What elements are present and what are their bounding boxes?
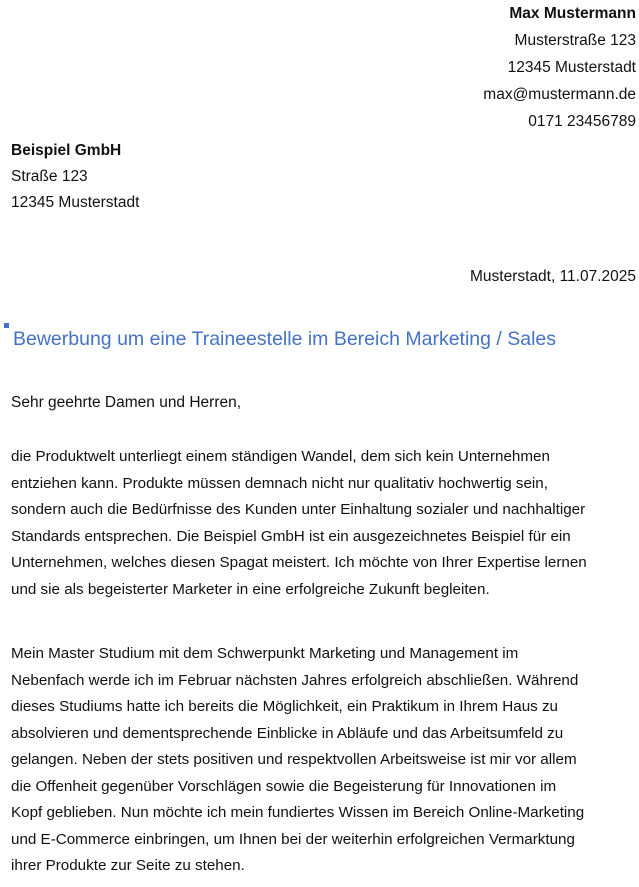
paragraph-line: und E-Commerce einbringen, um Ihnen bei der weiterhin erfolgreichen Vermarktung [11,830,575,848]
salutation: Sehr geehrte Damen und Herren, [11,394,242,411]
paragraph-line: Standards entsprechen. Die Beispiel GmbH ist ein ausgezeichnetes Beispiel für ein [11,527,571,545]
paragraph-line: absolvieren und dementsprechende Einblicke in Abläufe und das Arbeitsumfeld zu [11,724,564,742]
body-paragraph-1 [11,444,633,603]
sender-phone: 0171 23456789 [528,113,636,130]
sender-email: max@mustermann.de [483,86,636,103]
letter-subject: Bewerbung um eine Traineestelle im Bereich Marketing / Sales [13,328,557,350]
sender-street: Musterstraße 123 [514,32,636,49]
paragraph-line: Nebenfach werde ich im Februar nächsten Jahres erfolgreich abschließen. Während [11,671,579,689]
sender-city: 12345 Musterstadt [507,59,636,76]
paragraph-line: gelangen. Neben der stets positiven und respektvollen Arbeitsweise ist mir vor allem [11,751,577,768]
recipient-company: Beispiel GmbH [11,142,122,159]
paragraph-line: sondern auch die Bedürfnisse des Kunden unter Einhaltung sozialer und nachhaltiger [11,501,586,518]
paragraph-line: Kopf geblieben. Nun möchte ich mein fundiertes Wissen im Bereich Online-Marketing [11,804,585,821]
body-paragraph-2 [11,641,633,880]
paragraph-line: die Offenheit gegenüber Vorschlägen sowie die Begeisterung für Innovationen im [11,777,557,795]
paragraph-line: dieses Studiums hatte ich bereits die Möglichkeit, ein Praktikum in Ihrem Haus zu [11,698,558,715]
sender-name: Max Mustermann [509,5,636,22]
paragraph-line: die Produktwelt unterliegt einem ständigen Wandel, dem sich kein Unternehmen [11,448,550,465]
paragraph-line: und sie als begeisterter Marketer in eine erfolgreiche Zukunft begleiten. [11,580,490,598]
recipient-city: 12345 Musterstadt [11,194,140,211]
paragraph-line: ihrer Produkte zur Seite zu stehen. [11,857,245,874]
paragraph-line: Unternehmen, welches diesen Spagat meistert. Ich möchte von Ihrer Expertise lernen [11,554,587,571]
sender-address-block [483,0,636,135]
paragraph-line: Mein Master Studium mit dem Schwerpunkt Marketing und Management im [11,645,519,662]
recipient-street: Straße 123 [11,168,88,185]
recipient-address-block [11,138,139,216]
letter-date: Musterstadt, 11.07.2025 [469,268,636,285]
subject-marker-icon [4,323,9,328]
paragraph-line: entziehen kann. Produkte müssen demnach nicht nur qualitativ hochwertig sein, [11,474,548,492]
